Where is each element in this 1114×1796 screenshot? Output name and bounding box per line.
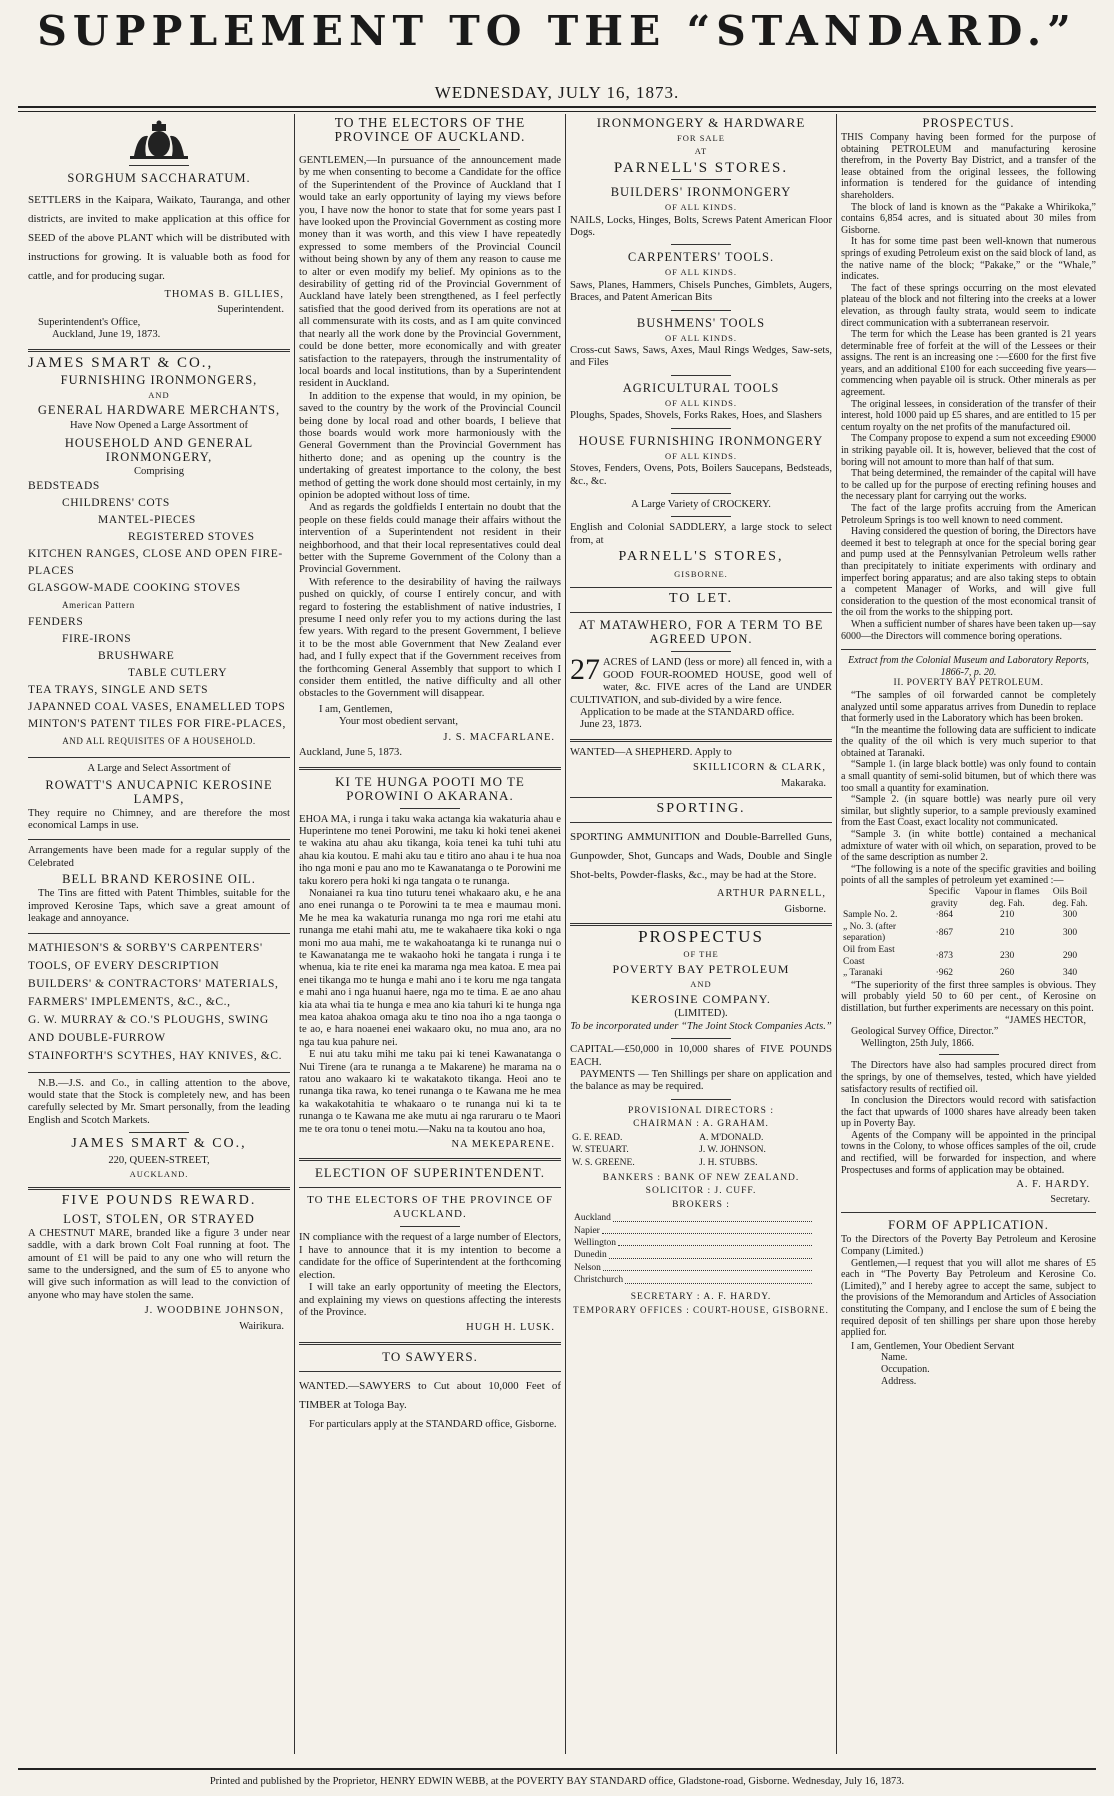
ironmongery-at: AT [694, 146, 708, 157]
prospectus-paragraph: Agents of the Company will be appointed in the principal towns in the Colony, to whose offices samples of the oil, crude and rectified, will be forwarded for inspection, and where Prospectuses and forms of application may be obtained. [841, 1129, 1096, 1176]
carpenters-title: CARPENTERS' TOOLS. [627, 250, 775, 265]
sorghum-signature: THOMAS B. GILLIES, [164, 289, 284, 300]
extract-subheading: II. POVERTY BAY PETROLEUM. [893, 678, 1044, 689]
to-let-number: 27 [570, 653, 600, 687]
crockery-line: A Large Variety of CROCKERY. [631, 498, 771, 510]
oil-table [841, 887, 1096, 980]
table-row: W. STEUART. J. W. JOHNSON. [572, 1145, 766, 1156]
sporting-signature: ARTHUR PARNELL, [716, 888, 826, 900]
maori-paragraph: EHOA MA, i runga i taku waka actanga kia wakaturia ahau e Huperintene mo tenei Porowini, me taku ki hoki tenei akenei te wakina atu ahau aku tikanga, koia tenei ka tuhi tuhi atu ahau kia koutou. E mahi aku tau e titiro ano ahau i te hua noa iho nga moni e pau ano mo te Kawanatanga o te Porowini me taku korero pera hoki ki nga tangata o te runanga. [299, 813, 561, 887]
list-item: JAPANNED COAL VASES, ENAMELLED TOPS [28, 701, 286, 714]
prospectus-brokers: BROKERS : [672, 1199, 730, 1210]
hector-title: Geological Survey Office, Director.” [851, 1026, 999, 1038]
list-item: FENDERS [28, 616, 84, 629]
prospectus-company: POVERTY BAY PETROLEUM [612, 962, 790, 977]
prospectus-paragraph: The fact of these springs occurring on the most elevated plateau of the block and not filtering into the creeks at a lower elevation, as through faulty strata, would seem to indicate direct communication with a subterranean reservoir. [841, 282, 1096, 329]
smart-address: 220, QUEEN-STREET, [108, 1154, 210, 1166]
prospectus-chairman: CHAIRMAN : A. GRAHAM. [633, 1119, 769, 1130]
parnells-stores-2: PARNELL'S STORES, [618, 549, 784, 565]
divider [841, 1212, 1096, 1213]
to-let-body: 27 ACRES of LAND (less or more) all fenced in, with a GOOD FOUR-ROOMED HOUSE, good well of water, &c. FIVE acres of the Land are UNDER CULTIVATION, and sub-divided by a wire fence. [570, 653, 832, 706]
prospectus-paragraph: Having considered the question of boring, the Directors have deemed it best to telegraph at once for the special boring gear and pump used at the Pennsylvanian Petroleum wells rather than precipitately to initiate experiments with ordinary and imperfect boring apparatus; and are also taking steps to obtain a competent Manager of Works, and will give full consideration to the question of the most economical transit of the oil from the works to the shipping port. [841, 526, 1096, 619]
divider [671, 1038, 731, 1039]
sorghum-title: SORGHUM SACCHARATUM. [67, 171, 251, 185]
prospectus-offices: TEMPORARY OFFICES : COURT-HOUSE, GISBORNE. [573, 1304, 829, 1315]
saddlery-line: English and Colonial SADDLERY, a large stock to select from, at [570, 522, 832, 546]
prospectus-directors: PROVISIONAL DIRECTORS : [628, 1105, 774, 1116]
divider [299, 1342, 561, 1345]
bell-body: The Tins are fitted with Patent Thimbles, suitable for the improved Kerosine Taps, which save a great amount of leakage and annoyance. [28, 888, 290, 925]
divider [841, 649, 1096, 650]
prospectus-paragraph: The Directors have also had samples procured direct from the springs, by one of themselves, tested, which have yielded satisfactory results of rectified oil. [841, 1060, 1096, 1095]
directors-table [570, 1132, 832, 1169]
list-item: MANTEL-PIECES [98, 514, 196, 527]
divider [400, 149, 460, 150]
list-item: Christchurch [574, 1274, 812, 1286]
electors-paragraph: And as regards the goldfields I entertain no doubt that the people on these fields could manage their affairs without the intervention of a Superintendent not resident in their neighborhood, and that their local representatives could deal better with the Supreme Government of the Colony than a Provincial Government. [299, 502, 561, 576]
smart-comprising: Comprising [133, 465, 185, 477]
hardy-title: Secretary. [1050, 1193, 1090, 1205]
divider [570, 587, 832, 588]
sawyers-title: TO SAWYERS. [382, 1348, 478, 1364]
list-item: STAINFORTH'S SCYTHES, HAY KNIVES, &C. [28, 1049, 283, 1062]
of-all-kinds: OF ALL KINDS. [665, 202, 737, 213]
divider [671, 310, 731, 311]
kerosine-intro: A Large and Select Assortment of [87, 763, 231, 775]
prospectus-bankers: BANKERS : BANK OF NEW ZEALAND. [602, 1172, 800, 1183]
divider [400, 1226, 460, 1227]
of-all-kinds: OF ALL KINDS. [665, 450, 737, 461]
imprint-footer: Printed and published by the Proprietor, HENRY EDWIN WEBB, at the POVERTY BAY STANDARD office, Gladstone-road, Gisborne. Wednesday, July 16, 1873. [18, 1768, 1096, 1787]
list-item: Napier [574, 1225, 812, 1237]
sorghum-date: Auckland, June 19, 1873. [52, 329, 161, 341]
hector-date: Wellington, 25th July, 1866. [861, 1037, 974, 1049]
list-item: Auckland [574, 1212, 812, 1224]
list-item: AND ALL REQUISITES OF A HOUSEHOLD. [62, 736, 256, 747]
sporting-title: SPORTING. [656, 801, 746, 816]
prospectus-paragraph: The Company propose to expend a sum not exceeding £9000 in striking payable oil. It is, however, believed that the cost of boring will not amount to more than half of that sum. [841, 433, 1096, 468]
reward-subtitle: LOST, STOLEN, OR STRAYED [63, 1211, 255, 1226]
prospectus-paragraph: The term for which the Lease has been granted is 21 years determinable free of forfeit at the will of the Lessees or their assigns. The rent is an increasing one :—£600 for the first five years, and an additional £100 for each succeeding five years—commencing when payable oil is struck. Other minerals as per agreement. [841, 329, 1096, 399]
table-row: Sample No. 2. ·864 210 300 [843, 910, 1078, 921]
prospectus-incorporated: To be incorporated under “The Joint Stock Companies Acts.” [570, 1020, 832, 1032]
of-all-kinds: OF ALL KINDS. [665, 397, 737, 408]
column-3 [570, 114, 832, 1754]
prospectus-of: OF THE [683, 948, 719, 959]
sawyers-apply: For particulars apply at the STANDARD office, Gisborne. [309, 1418, 557, 1430]
form-title: FORM OF APPLICATION. [888, 1218, 1049, 1233]
builders-title: BUILDERS' IRONMONGERY [610, 185, 792, 200]
bell-intro: Arrangements have been made for a regular supply of the Celebrated [28, 845, 290, 869]
bell-title: BELL BRAND KEROSINE OIL. [62, 872, 256, 887]
list-item: American Pattern [62, 600, 135, 611]
smart-name: JAMES SMART & CO., [28, 354, 214, 371]
kerosine-title: ROWATT'S ANUCAPNIC KEROSINE LAMPS, [45, 777, 273, 806]
divider [671, 516, 731, 517]
kerosine-body: They require no Chimney, and are therefore the most economical Lamps in use. [28, 807, 290, 832]
masthead: SUPPLEMENT TO THE “STANDARD.” [37, 7, 1077, 55]
divider [671, 375, 731, 376]
extract-paragraph: “In the meantime the following data are sufficient to indicate the quality of the oil which is very much superior to that obtained at Taranaki. [841, 724, 1096, 759]
form-close: I am, Gentlemen, Your Obedient Servant [851, 1340, 1015, 1352]
extract-paragraph: “The following is a note of the specific gravities and boiling points of all the samples of petroleum yet examined :— [841, 863, 1096, 887]
list-item: Wellington [574, 1237, 812, 1249]
divider [28, 1187, 290, 1190]
electors-paragraph: With reference to the desirability of having the railways pushed on quickly, of course I entirely concur, and with regard to fostering the establishment of native industries, I presume I need only refer you to my actions during the last few years. With regard to the present Government, I believe it to be the most able Government that New Zealand ever had, and I fully expect that if the Government receives from the forthcoming General Assembly that support to which I consider them entitled, the native difficulty and all other obstacles to the Government will disappear. [299, 576, 561, 700]
divider [570, 822, 832, 823]
parnells-stores: PARNELL'S STORES. [613, 159, 789, 176]
divider [299, 1371, 561, 1372]
electors-paragraph: In addition to the expense that would, in my opinion, be saved to the country by the work of the Provincial Council being done by local road and other boards, I believe that those boards would work more harmoniously with the General Government than the Provincial Government has hitherto done; and as opening up the country is the undertaking of greatest importance to the colony, the best method of getting the work done should most certainly, in my opinion be adopted without loss of time. [299, 390, 561, 501]
list-item: FIRE-IRONS [62, 633, 132, 646]
divider [28, 757, 290, 758]
list-item: MATHIESON'S & SORBY'S CARPENTERS' TOOLS, OF EVERY DESCRIPTION [28, 941, 263, 972]
extract-paragraph: “Sample 3. (in white bottle) contained a mechanical admixture of water with oil which, on separation, proved to be of the same description as number 2. [841, 829, 1096, 864]
smart-trade-1: FURNISHING IRONMONGERS, [60, 373, 258, 388]
divider [671, 428, 731, 429]
divider [671, 244, 731, 245]
hardy-signature: A. F. HARDY. [1016, 1179, 1090, 1191]
electors-close: Your most obedient servant, [339, 716, 458, 728]
prospectus-company-2: KEROSINE COMPANY. [631, 992, 771, 1007]
shepherd-body: WANTED—A SHEPHERD. Apply to [570, 746, 732, 758]
list-item: CHILDRENS' COTS [62, 497, 170, 510]
list-item: KITCHEN RANGES, CLOSE AND OPEN FIRE-PLACES [28, 548, 283, 578]
prospectus-paragraph: That being determined, the remainder of the capital will have to be called up for the purpose of erecting refining houses and the necessary plant for carrying out the works. [841, 468, 1096, 503]
maori-title: KI TE HUNGA POOTI MO TE POROWINI O AKARANA. [335, 773, 525, 803]
electors-date: Auckland, June 5, 1873. [299, 747, 402, 759]
divider [28, 933, 290, 934]
divider [299, 767, 561, 770]
list-item: BEDSTEADS [28, 480, 100, 493]
table-header: Specific gravity Vapour in flames deg. Fah. Oils Boil deg. Fah. [928, 887, 1088, 909]
election-paragraph: I will take an early opportunity of meeting the Electors, and explaining my views on questions affecting the interests of the Province. [299, 1282, 561, 1318]
divider [671, 1099, 731, 1100]
table-row: Oil from East Coast ·873 230 290 [843, 944, 1078, 967]
dateline: WEDNESDAY, JULY 16, 1873. [18, 82, 1096, 108]
extract-paragraph: “Sample 2. (in square bottle) was nearly pure oil very similar, but slightly superior, to a sample previously examined from the East Coast, exact locality not communicated. [841, 794, 1096, 829]
sorghum-office: Superintendent's Office, [38, 316, 141, 328]
column-1 [28, 114, 290, 1754]
divider [400, 808, 460, 809]
agricultural-title: AGRICULTURAL TOOLS [622, 380, 780, 395]
table-row: „ No. 3. (after separation) ·867 210 300 [843, 921, 1078, 944]
tools-list [28, 939, 290, 1065]
divider [570, 739, 832, 742]
electors-signature: J. S. MACFARLANE. [443, 731, 555, 743]
sawyers-body: WANTED.—SAWYERS to Cut about 10,000 Feet of TIMBER at Tologa Bay. [299, 1379, 561, 1411]
prospectus-paragraph: When a sufficient number of shares have been taken up—say 6000—the Directors will commence boring operations. [841, 618, 1096, 642]
agricultural-body: Ploughs, Spades, Shovels, Forks Rakes, Hoes, and Slashers [570, 410, 822, 422]
of-all-kinds: OF ALL KINDS. [665, 332, 737, 343]
to-let-apply: Application to be made at the STANDARD office. [580, 706, 795, 718]
of-all-kinds: OF ALL KINDS. [665, 267, 737, 278]
list-item: TEA TRAYS, SINGLE AND SETS [28, 684, 209, 697]
electors-paragraph: GENTLEMEN,—In pursuance of the announcement made by me when consenting to become a Candidate for the office of the Superintendent of the Province of Auckland that I would take an early opportunity of laying my views before you, I have now the honor to state that for some years past I have looked upon the Provincial Government as costing more money than it was worth, and this view I have repeatedly expressed to some members of the Provincial Council without being shown by any of them any reason to cause me to alter or even modify my belief. My opinions as to the desirability of getting rid of the Provincial Government of Auckland have lately been strengthened, as I feel perfectly satisfied that the good derived from its operations are not at all commensurate with its costs, and as I am quite convinced that nearly all the work done by the Provincial Government, could be done better, more economically and with greater satisfaction to the ratepayers, through the instrumentality of local boards and local institutions, than by a Superintendent resident in Auckland. [299, 155, 561, 390]
form-field-occupation: Occupation. [881, 1363, 930, 1375]
prospectus-paragraph: It has for some time past been well-known that numerous springs of exuding Petroleum exist on the said block of land, as the native name of the block; “Pakake,” or the “Whale,” indicates. [841, 236, 1096, 283]
electors-title: TO THE ELECTORS OF THE PROVINCE OF AUCKLAND. [334, 115, 526, 144]
divider [28, 839, 290, 840]
smart-opened: Have Now Opened a Large Assortment of [69, 420, 249, 432]
extract-heading: Extract from the Colonial Museum and Laboratory Reports, 1866-7, p. 20. [848, 655, 1089, 678]
list-item: TABLE CUTLERY [128, 667, 228, 680]
list-item: BRUSHWARE [98, 650, 175, 663]
table-row: „ Taranaki ·962 260 340 [843, 968, 1078, 979]
shepherd-signature: SKILLICORN & CLARK, [692, 762, 826, 774]
maori-signature: NA MEKEPARENE. [451, 1139, 555, 1151]
divider [939, 1054, 999, 1055]
bushmens-title: BUSHMENS' TOOLS [636, 315, 766, 330]
prospectus-heading: PROSPECTUS. [922, 116, 1015, 130]
table-row: W. S. GREENE. J. H. STUBBS. [572, 1157, 758, 1168]
reward-title: FIVE POUNDS REWARD. [61, 1193, 257, 1209]
election-paragraph: IN compliance with the request of a large number of Electors, I have to announce that it is my intention to become a candidate for the office of Superintendent at the forthcoming election. [299, 1232, 561, 1281]
extract-paragraph: “The superiority of the first three samples is obvious. They will probably yield 50 to 60 per cent., of Kerosine on distillation, but further experiments are necessary on this point. [841, 979, 1096, 1014]
header-rule [18, 111, 1096, 112]
divider [671, 651, 731, 652]
hector-signature: “JAMES HECTOR, [1005, 1014, 1086, 1026]
smart-trade-2: GENERAL HARDWARE MERCHANTS, [37, 403, 281, 418]
prospectus-paragraph: The block of land is known as the “Pakake a Whirikoka,” contains 6,854 acres, and is situated about 30 miles from Gisborne. [841, 201, 1096, 236]
smart-and: AND [148, 390, 170, 401]
to-let-subtitle: AT MATAWHERO, FOR A TERM TO BE AGREED UPON. [578, 618, 824, 647]
sorghum-signature-title: Superintendent. [217, 304, 284, 316]
electors-close: I am, Gentlemen, [319, 703, 393, 715]
prospectus-payments: PAYMENTS — Ten Shillings per share on application and the balance as may be required. [570, 1069, 832, 1093]
maori-paragraph: E nui atu taku mihi me taku pai ki tenei Kawanatanga o Nui Tirene (ara te runanga a te Makarene) he marama na o ratou ano wakaaro ki te wakatakoto tikanga. Heoi ano te runanga tika rawa, ko tenei runanga o te Kawana me he mea ka wakakotahitia te whakaaro o te runanga nui ki ta te runanga o te Kawana me ake mutu ai nga raruraru o te Maori me te ora tonu o tenei motu.—Naku na ta koutou ano hoa, [299, 1049, 561, 1135]
divider [28, 349, 290, 352]
divider [299, 1187, 561, 1188]
prospectus-paragraph: The fact of the large profits accruing from the American Petroleum Springs is too well known to need comment. [841, 503, 1096, 526]
reward-signature: J. WOODBINE JOHNSON, [144, 1305, 284, 1317]
list-item: BUILDERS' & CONTRACTORS' MATERIALS, FARMERS' IMPLEMENTS, &C., &C., [28, 977, 279, 1008]
ironmongery-title: IRONMONGERY & HARDWARE [596, 115, 806, 130]
list-item: Nelson [574, 1262, 812, 1274]
to-let-date: June 23, 1873. [580, 719, 642, 731]
prospectus-solicitor: SOLICITOR : J. CUFF. [645, 1186, 757, 1197]
form-to: To the Directors of the Poverty Bay Petroleum and Kerosine Company (Limited.) [841, 1234, 1096, 1258]
election-title: ELECTION OF SUPERINTENDENT. [314, 1165, 546, 1181]
prospectus-paragraph: The original lessees, in consideration of the transfer of their interest, hold 1000 paid up £5 shares, and are entitled to 15 per centum royalty on the net profits of the manufactured oil. [841, 398, 1096, 433]
divider [570, 923, 832, 926]
sporting-body: SPORTING AMMUNITION and Double-Barrelled Guns, Gunpowder, Shot, Guncaps and Wads, Double and Single Shot-belts, Powder-flasks, &c., may be had at the Store. [570, 831, 832, 882]
prospectus-secretary: SECRETARY : A. F. HARDY. [630, 1291, 772, 1302]
column-4 [841, 114, 1096, 1754]
prospectus-capital: CAPITAL—£50,000 in 10,000 shares of FIVE POUNDS EACH. [570, 1044, 832, 1068]
smart-name-2: JAMES SMART & CO., [71, 1136, 247, 1152]
divider [671, 179, 731, 180]
prospectus-paragraph: In conclusion the Directors would record with satisfaction the fact that upwards of 1000 shares have already been taken up in Poverty Bay. [841, 1095, 1096, 1130]
list-item: Dunedin [574, 1249, 812, 1261]
nb-notice: N.B.—J.S. and Co., in calling attention to the above, would state that the Stock is completely new, and has been carefully selected by Mr. Smart personally, from the leading English and Scotch Markets. [28, 1077, 290, 1126]
list-item: G. W. MURRAY & CO.'S PLOUGHS, SWING AND DOUBLE-FURROW [28, 1013, 269, 1044]
prospectus-paragraph: THIS Company having been formed for the purpose of obtaining PETROLEUM and manufacturing kerosine therefrom, in the Poverty Bay District, and a transfer of the lease obtained from the original lessees, the following information is tendered for the guidance of intending shareholders. [841, 132, 1096, 201]
house-furnishing-body: Stoves, Fenders, Ovens, Pots, Boilers Saucepans, Bedsteads, &c., &c. [570, 463, 832, 487]
sorghum-body: SETTLERS in the Kaipara, Waikato, Tauranga, and other districts, are invited to make application at this office for SEED of the above PLANT which will be distributed with instructions for growing. It is valuable both as food for cattle, and for producing sugar. [28, 194, 290, 282]
divider [299, 1158, 561, 1161]
form-field-address: Address. [881, 1375, 917, 1387]
divider [129, 1132, 189, 1133]
column-2 [299, 114, 561, 1754]
gisborne: GISBORNE. [674, 568, 728, 579]
prospectus-limited: (LIMITED). [674, 1008, 728, 1020]
shepherd-place: Makaraka. [781, 777, 826, 789]
prospectus-title: PROSPECTUS [638, 927, 764, 947]
ironmongery-for-sale: FOR SALE [677, 133, 725, 143]
election-signature: HUGH H. LUSK. [466, 1322, 555, 1334]
coat-of-arms-icon [124, 120, 194, 160]
goods-list [28, 478, 290, 750]
reward-body: A CHESTNUT MARE, branded like a figure 3 under near saddle, with a dark brown Colt Foal running at foot. The amount of £1 will be paid to any one who will return the same to the undersigned, and the sum of £5 to anyone who will give such information as will lead to the conviction of anyone who may have stolen the same. [28, 1227, 290, 1301]
election-to: TO THE ELECTORS OF THE PROVINCE OF AUCKLAND. [307, 1194, 553, 1221]
divider [129, 165, 189, 166]
bushmens-body: Cross-cut Saws, Saws, Axes, Maul Rings Wedges, Saw-sets, and Files [570, 345, 832, 369]
carpenters-body: Saws, Planes, Hammers, Chisels Punches, Gimblets, Augers, Braces, and Patent American Bits [570, 279, 832, 304]
list-item: GLASGOW-MADE COOKING STOVES [28, 582, 241, 595]
extract-paragraph: “The samples of oil forwarded cannot be completely analyzed until some apparatus arrives from Dunedin to replace that formerly used in the Laboratory which has been broken. [841, 689, 1096, 725]
smart-household: HOUSEHOLD AND GENERAL IRONMONGERY, [64, 435, 254, 464]
divider [671, 493, 731, 494]
smart-city: AUCKLAND. [129, 1168, 189, 1179]
table-row: G. E. READ. A. M'DONALD. [572, 1132, 764, 1143]
newspaper-page [18, 6, 1096, 1790]
builders-body: NAILS, Locks, Hinges, Bolts, Screws Patent American Floor Dogs. [570, 214, 832, 239]
brokers-list [570, 1212, 832, 1286]
sporting-place: Gisborne. [784, 903, 826, 915]
extract-paragraph: “Sample 1. (in large black bottle) was only found to contain a small quantity of semi-solid bitumen, but of which there was too small a quantity for examination. [841, 759, 1096, 794]
maori-paragraph: Nonaianei ra kua tino tuturu tenei whakaaro aku, e he ana ano enei runanga o te Porowini ta te mea e maumau moni. Me he mea ka wakaturia runanga mo nga rori me etahi atu runanga me etahi mahi atu, me te wakahaere tika koki o nga moni mo aua mahi, me te wakahoatanga ki te runanga nui o te Kawanatanga me te wakaoho hoki he tangata i runga i te whenua, kia te rite enei ka marama nga mea katoa. E mea pai enei tikanga mo te hunga e mahi ano i te koru me nga tangata e mahi ano i nga huanui haere, nga mo te tima. E ae ano ahau kia ata whai tia te hunga e mea ano kia tahuri ki te hunga nga mea katoa ahakoa omaga aku te tino noa iho a nga taonga o te ao, e hara noaenei enei wakaaro oku, no mua ano, ara no nga tau kua pahure nei. [299, 887, 561, 1048]
list-item: REGISTERED STOVES [128, 531, 255, 544]
list-item: MINTON'S PATENT TILES FOR FIRE-PLACES, [28, 718, 286, 731]
form-body: Gentlemen,—I request that you will allot me shares of £5 each in “The Poverty Bay Petroleum and Kerosine Co. (Limited),” and I hereby agree to accept the same, subject to the provisions of the Memorandum and Articles of Association constituting the Company, and I enclose the sum of £ being the required deposit of ten shillings per share upon those hereby applied for. [841, 1257, 1096, 1339]
reward-place: Wairikura. [239, 1320, 284, 1332]
house-furnishing-title: HOUSE FURNISHING IRONMONGERY [578, 433, 824, 448]
divider [570, 612, 832, 613]
prospectus-and: AND [690, 979, 712, 990]
divider [28, 1072, 290, 1073]
form-field-name: Name. [881, 1352, 908, 1364]
columns [18, 114, 1096, 1754]
to-let-title: TO LET. [668, 590, 734, 606]
divider [570, 797, 832, 798]
